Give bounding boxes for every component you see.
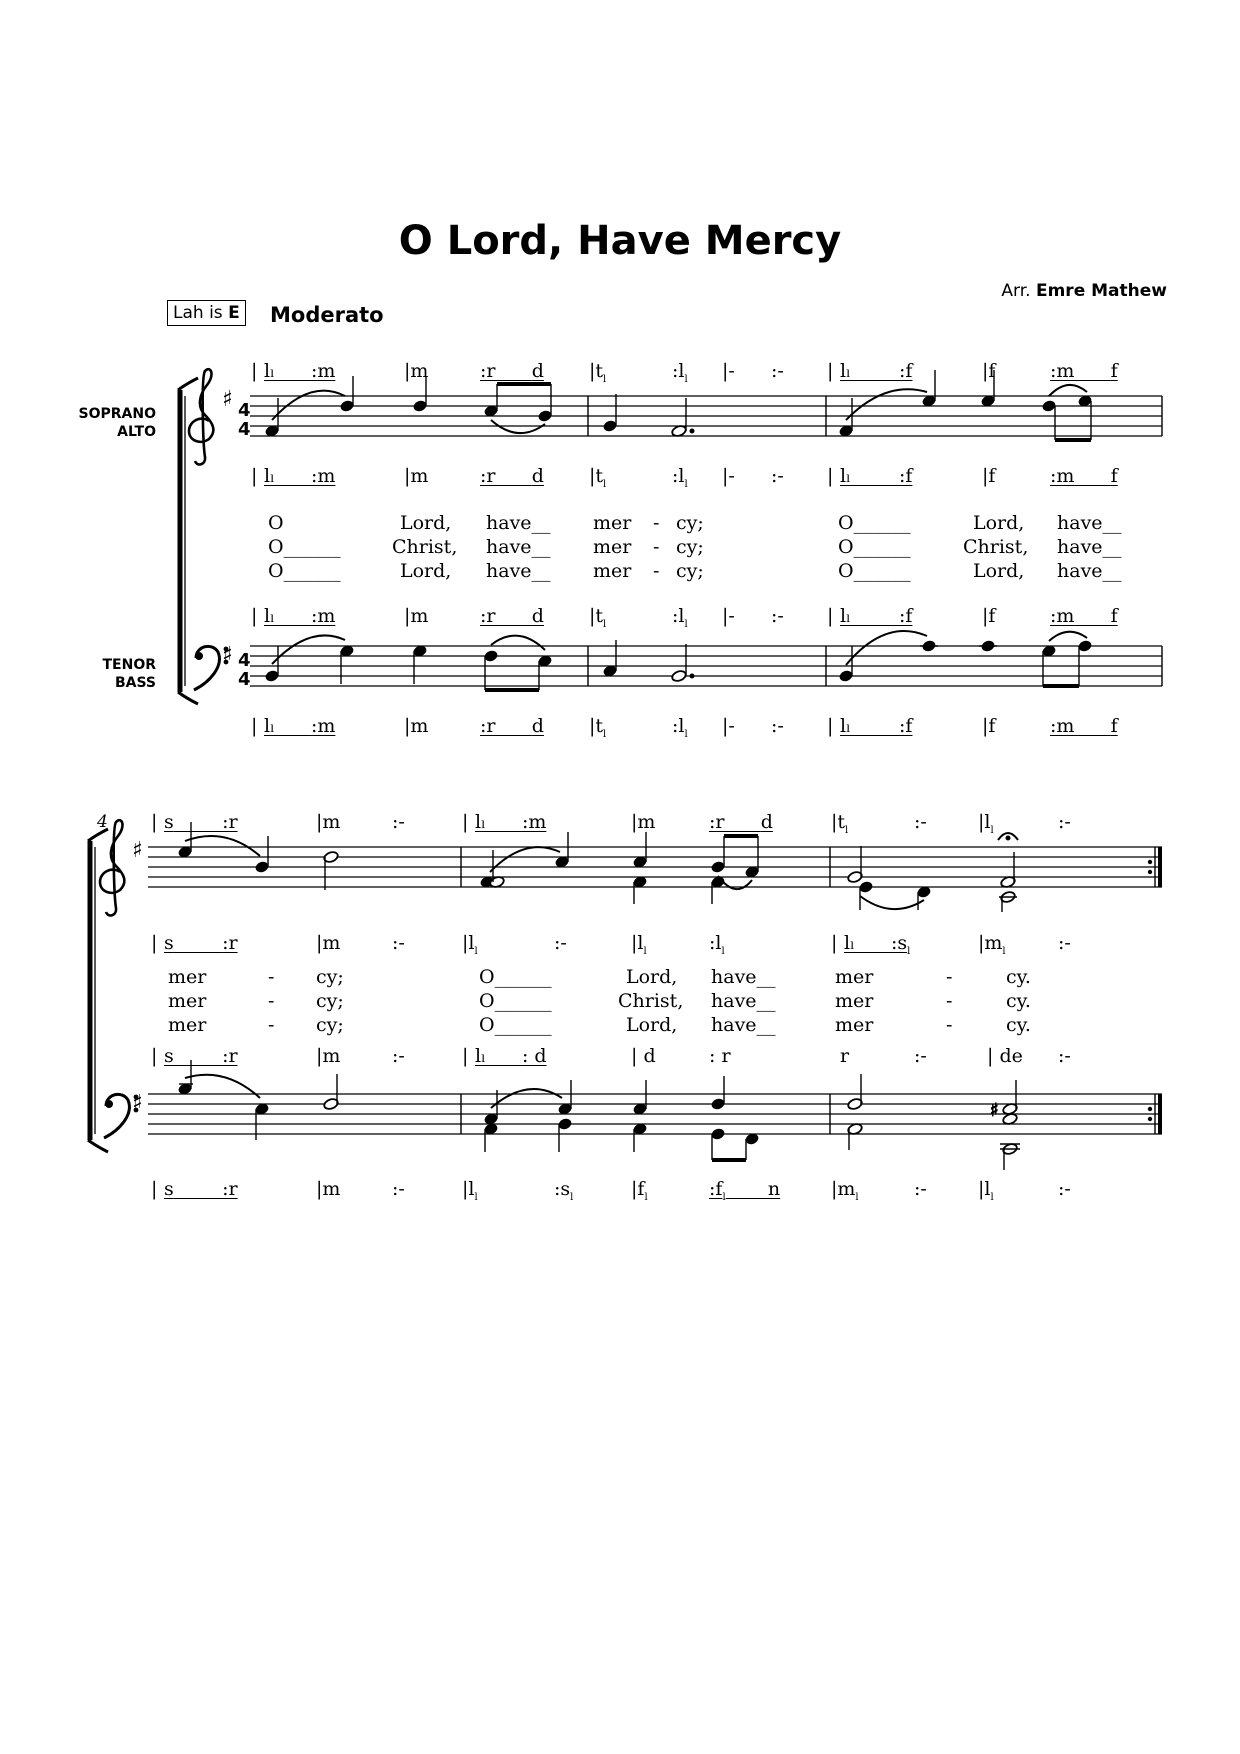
solfa-note: lₗ :f: [840, 605, 913, 627]
solfa-note: $|m_l$: [978, 932, 1006, 957]
solfa-note: $|m_l$: [831, 1178, 859, 1203]
lyric-syllable: have__: [486, 536, 551, 558]
lyric-syllable: mer: [168, 990, 207, 1012]
solfa-note: $:l_l$: [709, 932, 725, 957]
solfa-note: $:l_l$: [672, 465, 688, 490]
treble-clef-icon: [100, 820, 124, 915]
solfa-note: :m f: [1050, 605, 1118, 627]
solfa-barline: |: [251, 465, 258, 487]
lyric-syllable: mer: [593, 512, 632, 534]
lyric-syllable: -: [946, 990, 953, 1012]
solfa-barline: |: [827, 715, 834, 737]
solfa-note: :-: [1058, 932, 1071, 954]
solfa-note: lₗ :f: [840, 715, 913, 737]
bass-label: BASS: [114, 675, 156, 691]
lyric-syllable: O______: [838, 512, 911, 534]
lyric-syllable: have__: [1057, 560, 1122, 582]
solfa-note: |m: [404, 465, 429, 487]
solfa-note: |m: [316, 811, 341, 833]
solfa-note: $:l_l$: [672, 360, 688, 385]
solfa-note: s :r: [164, 932, 238, 954]
solfa-note: :r d: [480, 715, 544, 737]
solfa-note: $|t_l$: [589, 715, 607, 740]
tenor-label: TENOR: [102, 657, 156, 673]
solfa-note: |-: [722, 465, 735, 487]
solfa-note: : r: [709, 1045, 731, 1067]
solfa-note: lₗ :f: [840, 360, 913, 382]
lyric-syllable: have__: [486, 560, 551, 582]
key-label-note: E: [228, 303, 240, 323]
solfa-note: lₗ :f: [840, 465, 913, 487]
time-signature-bottom: 4: [238, 419, 251, 440]
lyric-syllable: cy.: [1006, 1014, 1031, 1036]
solfa-barline: |: [251, 360, 258, 382]
lyric-syllable: O______: [268, 560, 341, 582]
lyric-syllable: -: [946, 1014, 953, 1036]
lyric-syllable: have__: [711, 1014, 776, 1036]
solfa-barline: |: [827, 605, 834, 627]
lyric-syllable: -: [653, 512, 660, 534]
sharp-icon: ♯: [990, 1100, 999, 1121]
solfa-note: :-: [1058, 1045, 1071, 1067]
solfa-note: $|t_l$: [589, 605, 607, 630]
solfa-note: :m f: [1050, 465, 1118, 487]
solfa-note: lₗ :m: [264, 715, 336, 737]
lyric-syllable: mer: [593, 560, 632, 582]
alto-label: ALTO: [117, 424, 156, 440]
lyric-syllable: Lord,: [400, 560, 452, 582]
solfa-barline: |: [151, 1178, 158, 1200]
lyric-syllable: O______: [268, 536, 341, 558]
solfa-note: |f: [982, 715, 996, 737]
treble-clef-icon: [189, 369, 213, 464]
lyric-syllable: O______: [479, 1014, 552, 1036]
solfa-note: :-: [771, 715, 784, 737]
lyric-syllable: cy;: [676, 560, 704, 582]
solfa-note: :-: [771, 465, 784, 487]
solfa-note: :-: [392, 1178, 405, 1200]
lyric-syllable: cy;: [676, 512, 704, 534]
solfa-note: :-: [914, 811, 927, 833]
solfa-note: :-: [1058, 811, 1071, 833]
key-label-prefix: Lah is: [173, 303, 223, 323]
lyric-syllable: mer: [835, 1014, 874, 1036]
final-repeat-barline: [1148, 847, 1160, 1134]
solfa-note: |f: [982, 605, 996, 627]
lyric-syllable: Christ,: [618, 990, 684, 1012]
solfa-note: lₗ $:s_l$: [844, 932, 911, 957]
lyric-syllable: have__: [711, 966, 776, 988]
soprano-label: SOPRANO: [78, 406, 156, 422]
arranger-name: Emre Mathew: [1035, 281, 1167, 301]
lyric-syllable: cy;: [316, 990, 344, 1012]
sharp-icon: ♯: [222, 387, 233, 412]
solfa-note: $:f_l$ n: [709, 1178, 781, 1203]
solfa-barline: |: [827, 465, 834, 487]
solfa-barline: |: [251, 605, 258, 627]
lyric-syllable: mer: [835, 990, 874, 1012]
lyric-syllable: mer: [168, 966, 207, 988]
notes-system1-upper: [265, 370, 1092, 440]
lyric-syllable: Lord,: [973, 560, 1025, 582]
lyric-syllable: O______: [479, 966, 552, 988]
lyric-syllable: have__: [486, 512, 551, 534]
solfa-note: :r d: [709, 811, 773, 833]
measure-number: 4: [97, 812, 108, 832]
notes-system1-lower: [265, 631, 1092, 690]
lyric-syllable: mer: [835, 966, 874, 988]
lyric-syllable: O______: [838, 536, 911, 558]
solfa-note: $|t_l$: [589, 360, 607, 385]
solfa-note: $|t_l$: [589, 465, 607, 490]
solfa-note: | d: [631, 1045, 656, 1067]
solfa-note: $|t_l$: [831, 811, 849, 836]
solfa-note: :-: [392, 1045, 405, 1067]
tempo-marking: Moderato: [270, 303, 384, 327]
solfa-note: |m: [404, 605, 429, 627]
lyric-syllable: cy.: [1006, 990, 1031, 1012]
solfa-note: |m: [316, 1045, 341, 1067]
fermata-dot: [1006, 836, 1010, 840]
lyric-syllable: -: [653, 536, 660, 558]
lyric-syllable: have__: [1057, 512, 1122, 534]
sharp-icon: ♯: [222, 643, 233, 668]
solfa-note: |-: [722, 360, 735, 382]
lyric-syllable: cy.: [1006, 966, 1031, 988]
lyric-syllable: O______: [479, 990, 552, 1012]
staff-system1-lower: [250, 646, 1162, 686]
solfa-note: :-: [392, 811, 405, 833]
solfa-note: |-: [722, 605, 735, 627]
lyric-syllable: Lord,: [626, 1014, 678, 1036]
solfa-note: :r d: [480, 360, 544, 382]
lyric-syllable: O______: [838, 560, 911, 582]
solfa-note: |-: [722, 715, 735, 737]
solfa-note: |m: [631, 811, 656, 833]
lyric-syllable: cy;: [676, 536, 704, 558]
time-signature-bottom: 4: [238, 669, 251, 690]
solfa-note: :m f: [1050, 360, 1118, 382]
solfa-note: $:s_l$: [554, 1178, 574, 1203]
solfa-barline: |: [151, 932, 158, 954]
page-title: O Lord, Have Mercy: [398, 218, 842, 264]
solfa-note: :-: [914, 1178, 927, 1200]
solfa-note: :r d: [480, 465, 544, 487]
lyric-syllable: cy;: [316, 1014, 344, 1036]
solfa-note: $|l_l$: [462, 932, 478, 957]
time-signature-top: 4: [238, 400, 251, 421]
staff-system1-upper: [250, 396, 1162, 436]
solfa-note: |f: [982, 465, 996, 487]
lyric-syllable: Lord,: [400, 512, 452, 534]
solfa-note: :-: [392, 932, 405, 954]
lyric-syllable: -: [653, 560, 660, 582]
solfa-note: lₗ :m: [264, 605, 336, 627]
lyric-syllable: -: [268, 990, 275, 1012]
lyric-syllable: mer: [593, 536, 632, 558]
lyric-syllable: -: [946, 966, 953, 988]
solfa-note: s :r: [164, 811, 238, 833]
solfa-note: $:l_l$: [672, 605, 688, 630]
notes-system2-lower: [178, 1060, 1020, 1170]
solfa-note: |m: [404, 360, 429, 382]
solfa-note: lₗ :m: [475, 811, 547, 833]
lyric-syllable: mer: [168, 1014, 207, 1036]
solfa-barline: |: [251, 715, 258, 737]
solfa-note: s :r: [164, 1178, 238, 1200]
sharp-icon: ♯: [132, 1091, 143, 1116]
time-signature-top: 4: [238, 650, 251, 671]
solfa-note: $|f_l$: [631, 1178, 648, 1203]
lyric-syllable: O: [268, 512, 284, 534]
solfa-barline: |: [151, 1045, 158, 1067]
solfa-note: $|l_l$: [978, 811, 994, 836]
solfa-note: lₗ :m: [264, 465, 336, 487]
solfa-note: $|l_l$: [978, 1178, 994, 1203]
solfa-barline: |: [827, 360, 834, 382]
solfa-note: $|l_l$: [631, 932, 647, 957]
solfa-note: :m f: [1050, 715, 1118, 737]
solfa-note: |f: [982, 360, 996, 382]
solfa-barline: |: [831, 932, 838, 954]
lyric-syllable: have__: [1057, 536, 1122, 558]
solfa-note: $|l_l$: [462, 1178, 478, 1203]
lyric-syllable: Christ,: [963, 536, 1029, 558]
solfa-note: |m: [316, 932, 341, 954]
lyric-syllable: Christ,: [392, 536, 458, 558]
lyric-syllable: -: [268, 1014, 275, 1036]
lyric-syllable: cy;: [316, 966, 344, 988]
solfa-note: :r d: [480, 605, 544, 627]
solfa-note: lₗ :m: [264, 360, 336, 382]
solfa-note: :-: [771, 360, 784, 382]
solfa-barline: |: [151, 811, 158, 833]
solfa-note: |m: [404, 715, 429, 737]
sharp-icon: ♯: [132, 838, 143, 863]
solfa-barline: |: [462, 811, 469, 833]
solfa-note: lₗ : d: [475, 1045, 547, 1067]
lyric-syllable: -: [268, 966, 275, 988]
lyric-syllable: Lord,: [626, 966, 678, 988]
solfa-note: r: [840, 1045, 850, 1067]
arranger-prefix: Arr.: [1001, 281, 1031, 301]
solfa-barline: |: [462, 1045, 469, 1067]
lyric-syllable: Lord,: [973, 512, 1025, 534]
solfa-note: |m: [316, 1178, 341, 1200]
solfa-note: s :r: [164, 1045, 238, 1067]
solfa-note: :-: [554, 932, 567, 954]
solfa-note: :-: [771, 605, 784, 627]
solfa-note: :-: [914, 1045, 927, 1067]
solfa-note: $:l_l$: [672, 715, 688, 740]
solfa-note: | de: [987, 1045, 1023, 1067]
solfa-note: :-: [1058, 1178, 1071, 1200]
lyric-syllable: have__: [711, 990, 776, 1012]
